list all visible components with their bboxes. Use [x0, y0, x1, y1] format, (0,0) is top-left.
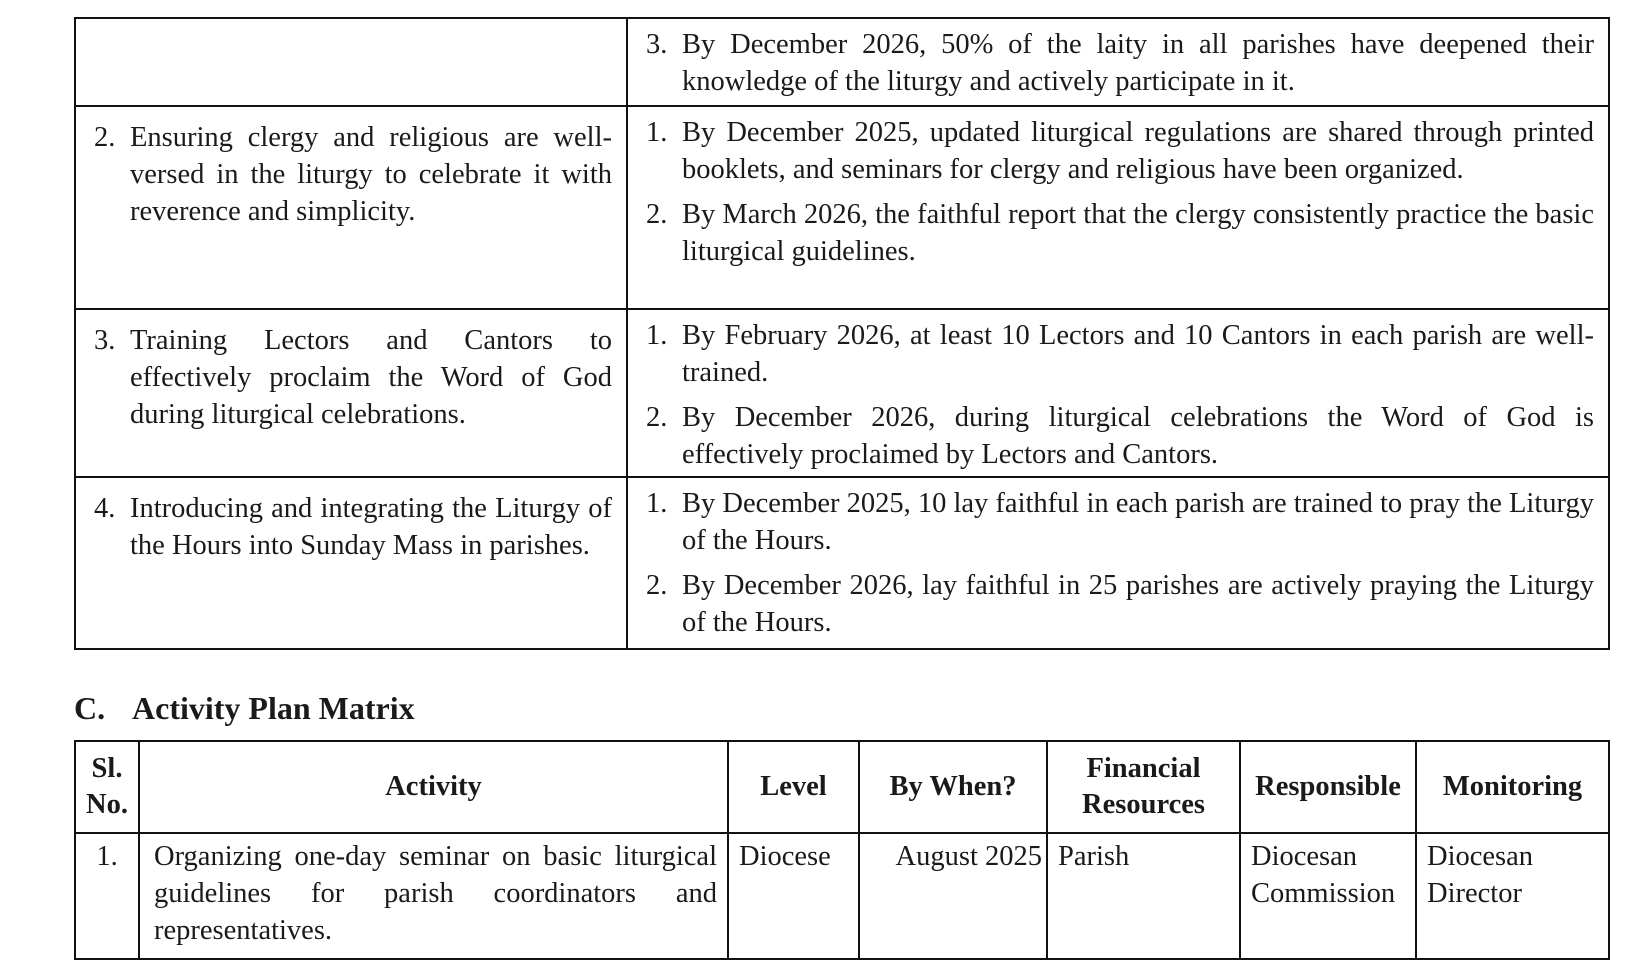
objective-cell: [75, 477, 627, 649]
cell-level: Diocese: [728, 833, 859, 959]
indicator-item: 1. By December 2025, updated liturgical regulations are shared through printed booklets, and seminars for clergy and religious have been organized.: [646, 117, 1594, 185]
header-responsible: Responsible: [1240, 741, 1416, 833]
indicators-cell: [627, 18, 1609, 106]
cell-by-when: August 2025: [859, 833, 1047, 959]
indicator-item: 2. By December 2026, lay faithful in 25 parishes are actively praying the Liturgy of the Hours.: [646, 570, 1594, 638]
indicator-item: 2. By March 2026, the faithful report that the clergy consistently practice the basic liturgical guidelines.: [646, 199, 1594, 267]
objective-item: 3. Training Lectors and Cantors to effectively proclaim the Word of God during liturgical celebrations.: [94, 325, 612, 430]
section-letter: C.: [74, 690, 106, 726]
activity-plan-table: [74, 740, 1610, 960]
indicator-item: 1. By February 2026, at least 10 Lectors and 10 Cantors in each parish are well-trained.: [646, 320, 1594, 388]
objective-cell: [75, 309, 627, 477]
objective-item: 4. Introducing and integrating the Liturgy of the Hours into Sunday Mass in parishes.: [94, 493, 612, 561]
header-activity: Activity: [139, 741, 728, 833]
header-sl-no: Sl. No.: [75, 741, 139, 833]
cell-sl-no: 1.: [75, 833, 139, 959]
indicator-item: 2. By December 2026, during liturgical celebrations the Word of God is effectively proclaimed by Lectors and Cantors.: [646, 402, 1594, 470]
header-monitoring: Monitoring: [1416, 741, 1609, 833]
cell-monitoring: Diocesan Director: [1416, 833, 1609, 959]
indicators-cell: [627, 106, 1609, 309]
table-row: [75, 477, 1609, 649]
cell-financial-resources: Parish: [1047, 833, 1240, 959]
cell-responsible: Diocesan Commission: [1240, 833, 1416, 959]
objective-item: 2. Ensuring clergy and religious are well-versed in the liturgy to celebrate it with reverence and simplicity.: [94, 122, 612, 227]
indicators-cell: [627, 477, 1609, 649]
cell-activity: Organizing one-day seminar on basic liturgical guidelines for parish coordinators and representatives.: [139, 833, 728, 959]
objective-cell: [75, 18, 627, 106]
indicator-item: 1. By December 2025, 10 lay faithful in each parish are trained to pray the Liturgy of the Hours.: [646, 488, 1594, 556]
table-row: [75, 309, 1609, 477]
objectives-indicators-table: [74, 17, 1610, 650]
table-row: [75, 833, 1609, 959]
objective-cell: [75, 106, 627, 309]
table-header-row: [75, 741, 1609, 833]
section-heading: [74, 688, 415, 728]
section-title: Activity Plan Matrix: [132, 690, 415, 726]
header-financial-resources: Financial Resources: [1047, 741, 1240, 833]
table-row: [75, 106, 1609, 309]
indicators-cell: [627, 309, 1609, 477]
indicator-item: 3. By December 2026, 50% of the laity in all parishes have deepened their knowledge of the liturgy and actively participate in it.: [646, 29, 1594, 97]
header-by-when: By When?: [859, 741, 1047, 833]
header-level: Level: [728, 741, 859, 833]
table-row: [75, 18, 1609, 106]
